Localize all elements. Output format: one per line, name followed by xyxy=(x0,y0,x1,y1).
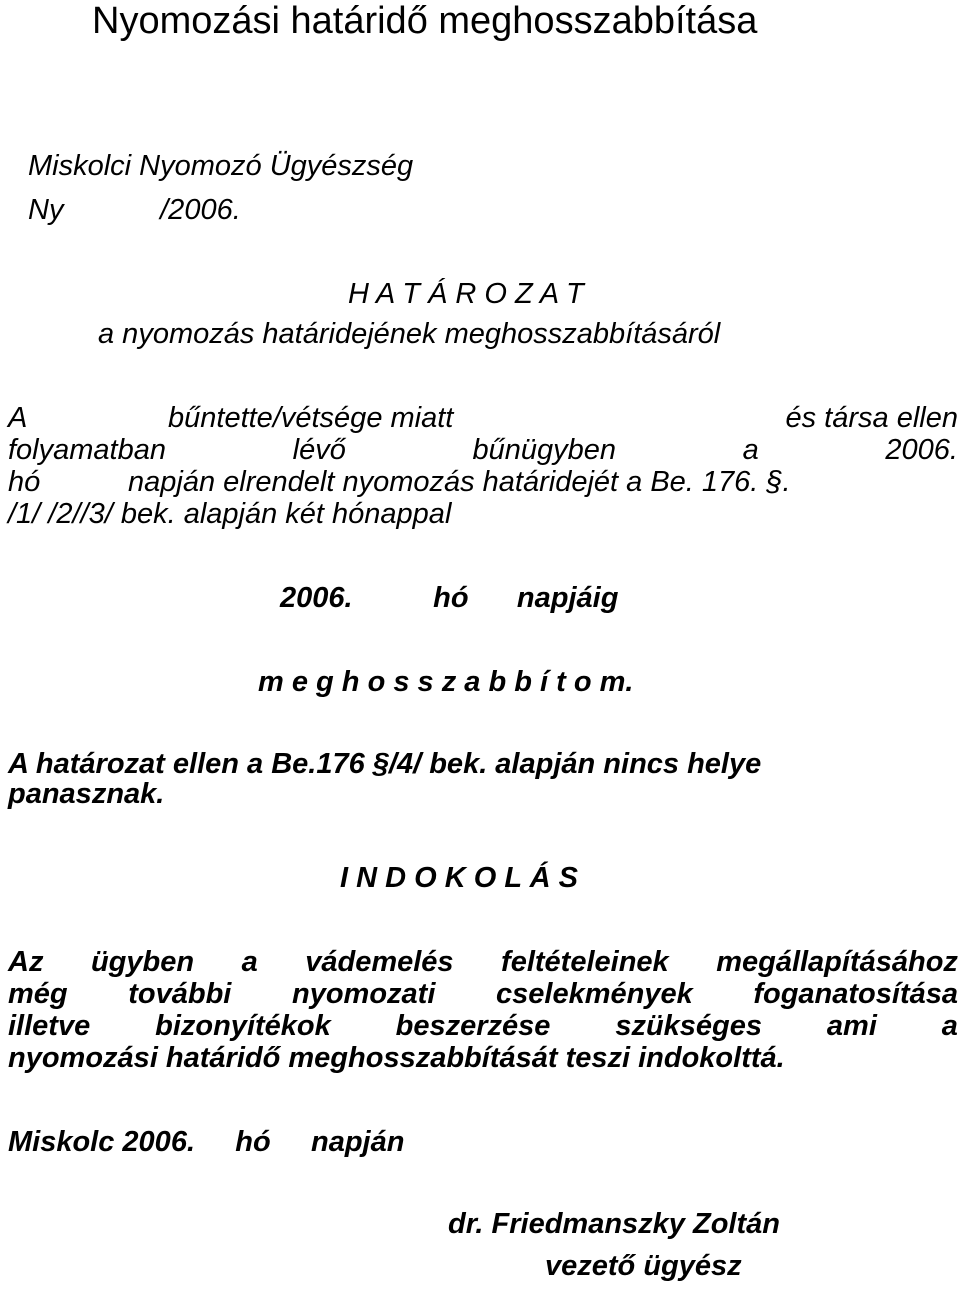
appeal-line1: A határozat ellen a Be.176 §/4/ bek. alapján nincs helye xyxy=(8,748,762,780)
place-date: Miskolc 2006. hó napján xyxy=(8,1126,405,1158)
extension-date-line: 2006. hó napjáig xyxy=(280,582,619,614)
signer-name: dr. Friedmanszky Zoltán xyxy=(448,1208,780,1240)
paragraph1-line3-start: hó xyxy=(8,466,41,498)
paragraph1-word: folyamatban xyxy=(8,434,166,466)
signer-title: vezető ügyész xyxy=(545,1250,742,1282)
office-name: Miskolci Nyomozó Ügyészség xyxy=(28,150,414,182)
reasoning-word: nyomozati xyxy=(291,978,436,1010)
reasoning-word: foganatosítása xyxy=(753,978,958,1010)
reasoning-word: még xyxy=(8,978,68,1010)
paragraph1-word: 2006. xyxy=(885,434,958,466)
appeal-line2: panasznak. xyxy=(8,778,165,810)
paragraph1-word: A xyxy=(8,402,28,434)
paragraph1-line4: /1/ /2//3/ bek. alapján két hónappal xyxy=(8,498,452,530)
reasoning-line3 xyxy=(8,1012,958,1041)
paragraph1-line2 xyxy=(8,436,958,465)
reasoning-word: beszerzése xyxy=(395,1010,551,1042)
reasoning-line1 xyxy=(8,948,958,977)
paragraph1-word: bűntette/vétsége miatt xyxy=(168,402,454,434)
reasoning-word: Az xyxy=(8,946,44,978)
reasoning-word: cselekmények xyxy=(496,978,693,1010)
reasoning-word: feltételeinek xyxy=(501,946,669,978)
decision-subheading: a nyomozás határidejének meghosszabbításáról xyxy=(98,318,721,350)
reasoning-line2 xyxy=(8,980,958,1009)
reasoning-word: a xyxy=(941,1010,958,1042)
reasoning-word: vádemelés xyxy=(305,946,454,978)
reasoning-line4: nyomozási határidő meghosszabbítását teszi indokolttá. xyxy=(8,1042,785,1074)
paragraph1-line1 xyxy=(8,404,958,433)
reasoning-word: a xyxy=(241,946,258,978)
document-title: Nyomozási határidő meghosszabbítása xyxy=(92,0,758,42)
paragraph1-word: lévő xyxy=(292,434,346,466)
paragraph1-word: és társa ellen xyxy=(785,402,958,434)
reasoning-word: ami xyxy=(826,1010,877,1042)
paragraph1-line3-rest: napján elrendelt nyomozás határidejét a Be. 176. §. xyxy=(128,466,791,498)
reasoning-word: ügyben xyxy=(90,946,195,978)
paragraph1-word: a xyxy=(742,434,759,466)
reasoning-word: további xyxy=(128,978,232,1010)
decision-heading: H A T Á R O Z A T xyxy=(348,278,584,310)
paragraph1-word: bűnügyben xyxy=(472,434,616,466)
reasoning-word: bizonyítékok xyxy=(155,1010,331,1042)
reasoning-word: megállapításához xyxy=(716,946,958,978)
case-number: Ny /2006. xyxy=(28,194,241,226)
reasoning-word: szükséges xyxy=(615,1010,763,1042)
extension-verb: m e g h o s s z a b b í t o m. xyxy=(258,666,634,698)
reasoning-heading: I N D O K O L Á S xyxy=(340,862,578,894)
reasoning-word: illetve xyxy=(8,1010,91,1042)
